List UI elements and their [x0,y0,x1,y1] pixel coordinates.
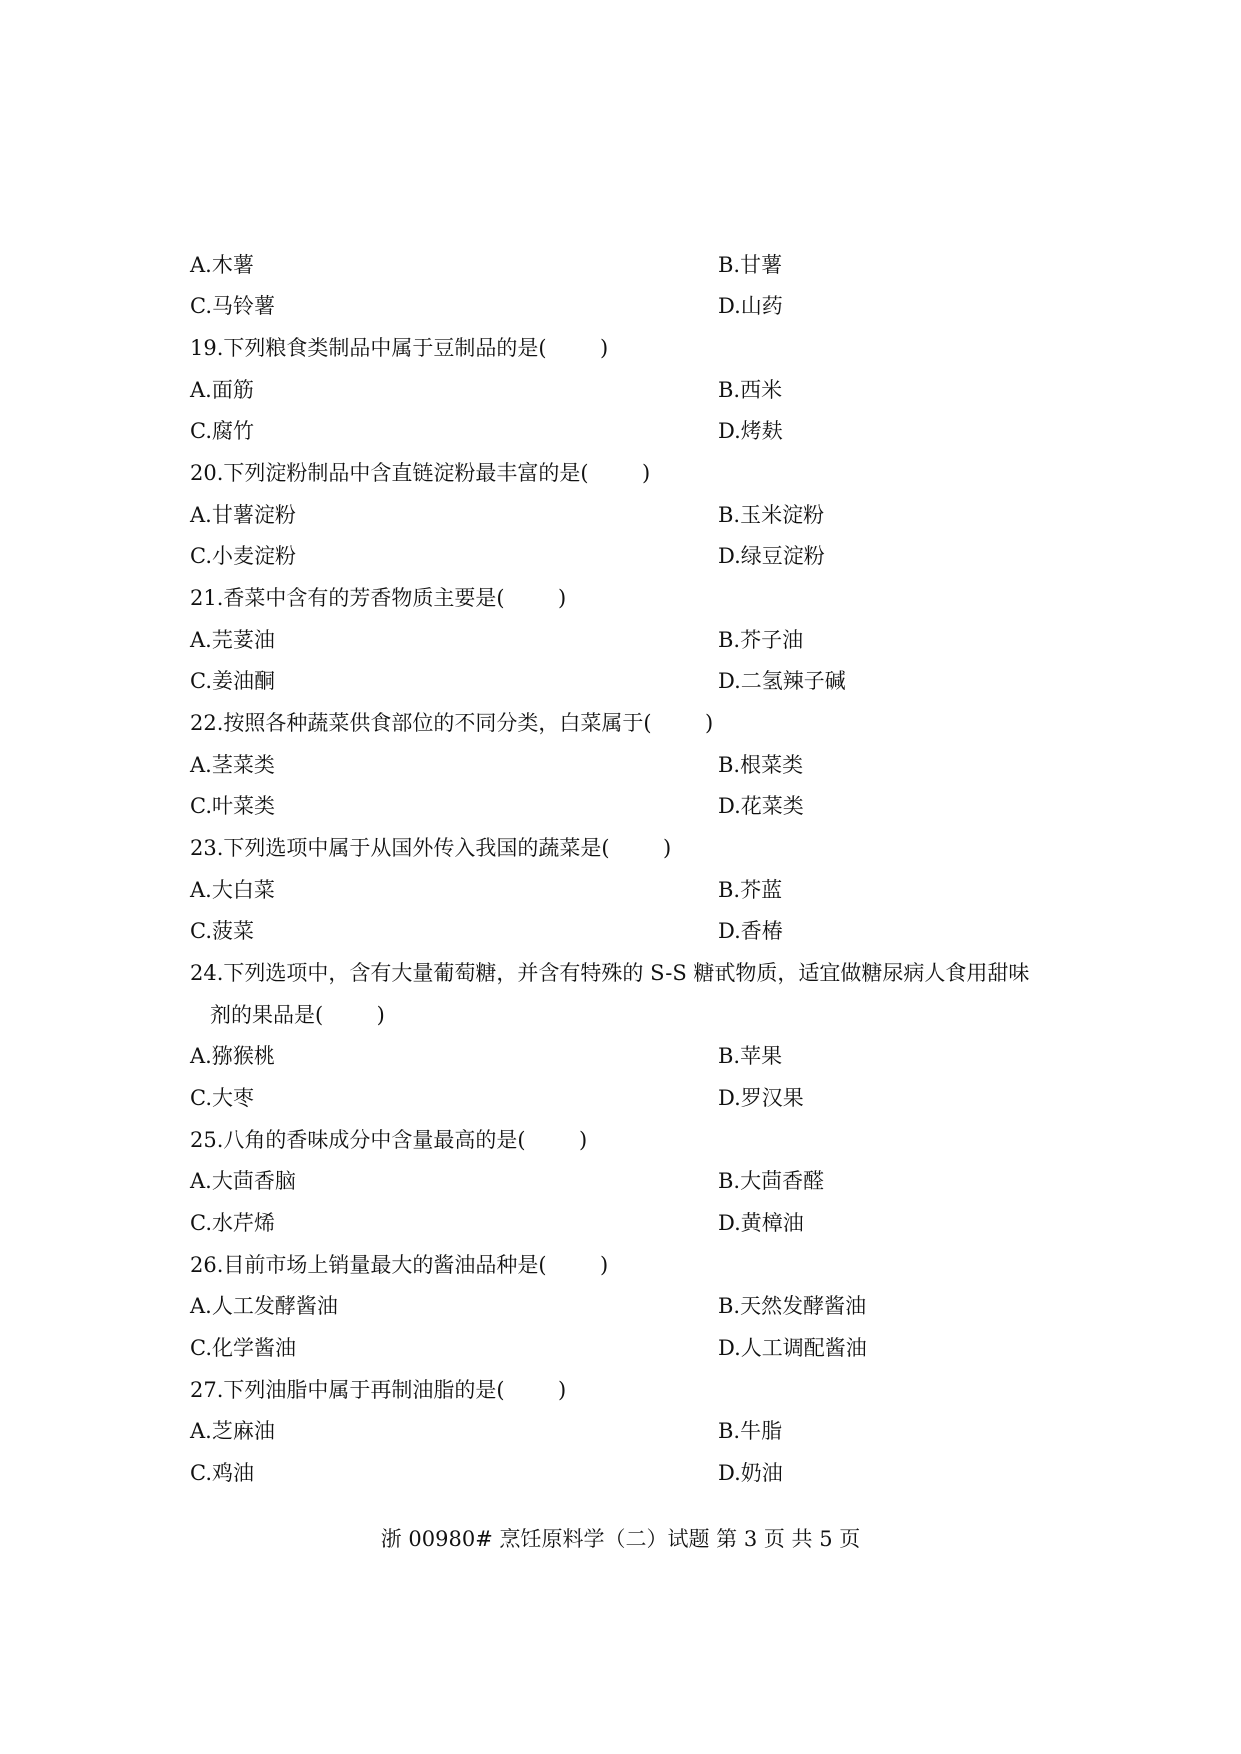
question-26-stem: 26.目前市场上销量最大的酱油品种是( ) [190,1253,609,1277]
option-25-d: D.黄樟油 [718,1211,804,1235]
option-21-a: A.芫荽油 [190,628,275,652]
option-25-b: B.大茴香醛 [718,1169,825,1193]
option-26-a: A.人工发酵酱油 [190,1294,338,1318]
option-27-d: D.奶油 [718,1461,783,1485]
option-18-d: D.山药 [718,294,783,318]
option-25-a: A.大茴香脑 [190,1169,296,1193]
question-24-stem-line2: 剂的果品是( ) [210,1003,385,1027]
option-20-d: D.绿豆淀粉 [718,544,825,568]
option-21-b: B.芥子油 [718,628,804,652]
option-26-c: C.化学酱油 [190,1336,296,1360]
option-18-b: B.甘薯 [718,253,783,277]
page-footer: 浙 00980# 烹饪原料学（二）试题 第 3 页 共 5 页 [380,1527,861,1551]
option-19-a: A.面筋 [190,378,254,402]
option-19-c: C.腐竹 [190,419,254,443]
question-27-stem: 27.下列油脂中属于再制油脂的是( ) [190,1378,567,1402]
option-21-d: D.二氢辣子碱 [718,669,846,693]
option-24-c: C.大枣 [190,1086,254,1110]
option-27-b: B.牛脂 [718,1419,783,1443]
option-27-c: C.鸡油 [190,1461,254,1485]
option-24-a: A.猕猴桃 [190,1044,275,1068]
option-21-c: C.姜油酮 [190,669,275,693]
question-23-stem: 23.下列选项中属于从国外传入我国的蔬菜是( ) [190,836,672,860]
option-23-a: A.大白菜 [190,878,275,902]
option-22-a: A.茎菜类 [190,753,275,777]
option-19-b: B.西米 [718,378,783,402]
question-24-stem-line1: 24.下列选项中，含有大量葡萄糖，并含有特殊的 S-S 糖甙物质，适宜做糖尿病人食用甜味 [190,961,1030,985]
option-18-a: A.木薯 [190,253,254,277]
option-20-a: A.甘薯淀粉 [190,503,296,527]
option-25-c: C.水芹烯 [190,1211,275,1235]
option-27-a: A.芝麻油 [190,1419,275,1443]
question-25-stem: 25.八角的香味成分中含量最高的是( ) [190,1128,588,1152]
question-19-stem: 19.下列粮食类制品中属于豆制品的是( ) [190,336,609,360]
option-26-d: D.人工调配酱油 [718,1336,867,1360]
option-19-d: D.烤麸 [718,419,783,443]
question-20-stem: 20.下列淀粉制品中含直链淀粉最丰富的是( ) [190,461,651,485]
option-22-d: D.花菜类 [718,794,804,818]
option-23-d: D.香椿 [718,919,783,943]
option-24-d: D.罗汉果 [718,1086,804,1110]
option-23-b: B.芥蓝 [718,878,783,902]
option-26-b: B.天然发酵酱油 [718,1294,867,1318]
option-22-c: C.叶菜类 [190,794,275,818]
question-22-stem: 22.按照各种蔬菜供食部位的不同分类，白菜属于( ) [190,711,714,735]
option-24-b: B.苹果 [718,1044,783,1068]
question-21-stem: 21.香菜中含有的芳香物质主要是( ) [190,586,567,610]
option-20-b: B.玉米淀粉 [718,503,825,527]
option-20-c: C.小麦淀粉 [190,544,296,568]
option-18-c: C.马铃薯 [190,294,275,318]
option-23-c: C.菠菜 [190,919,254,943]
option-22-b: B.根菜类 [718,753,804,777]
